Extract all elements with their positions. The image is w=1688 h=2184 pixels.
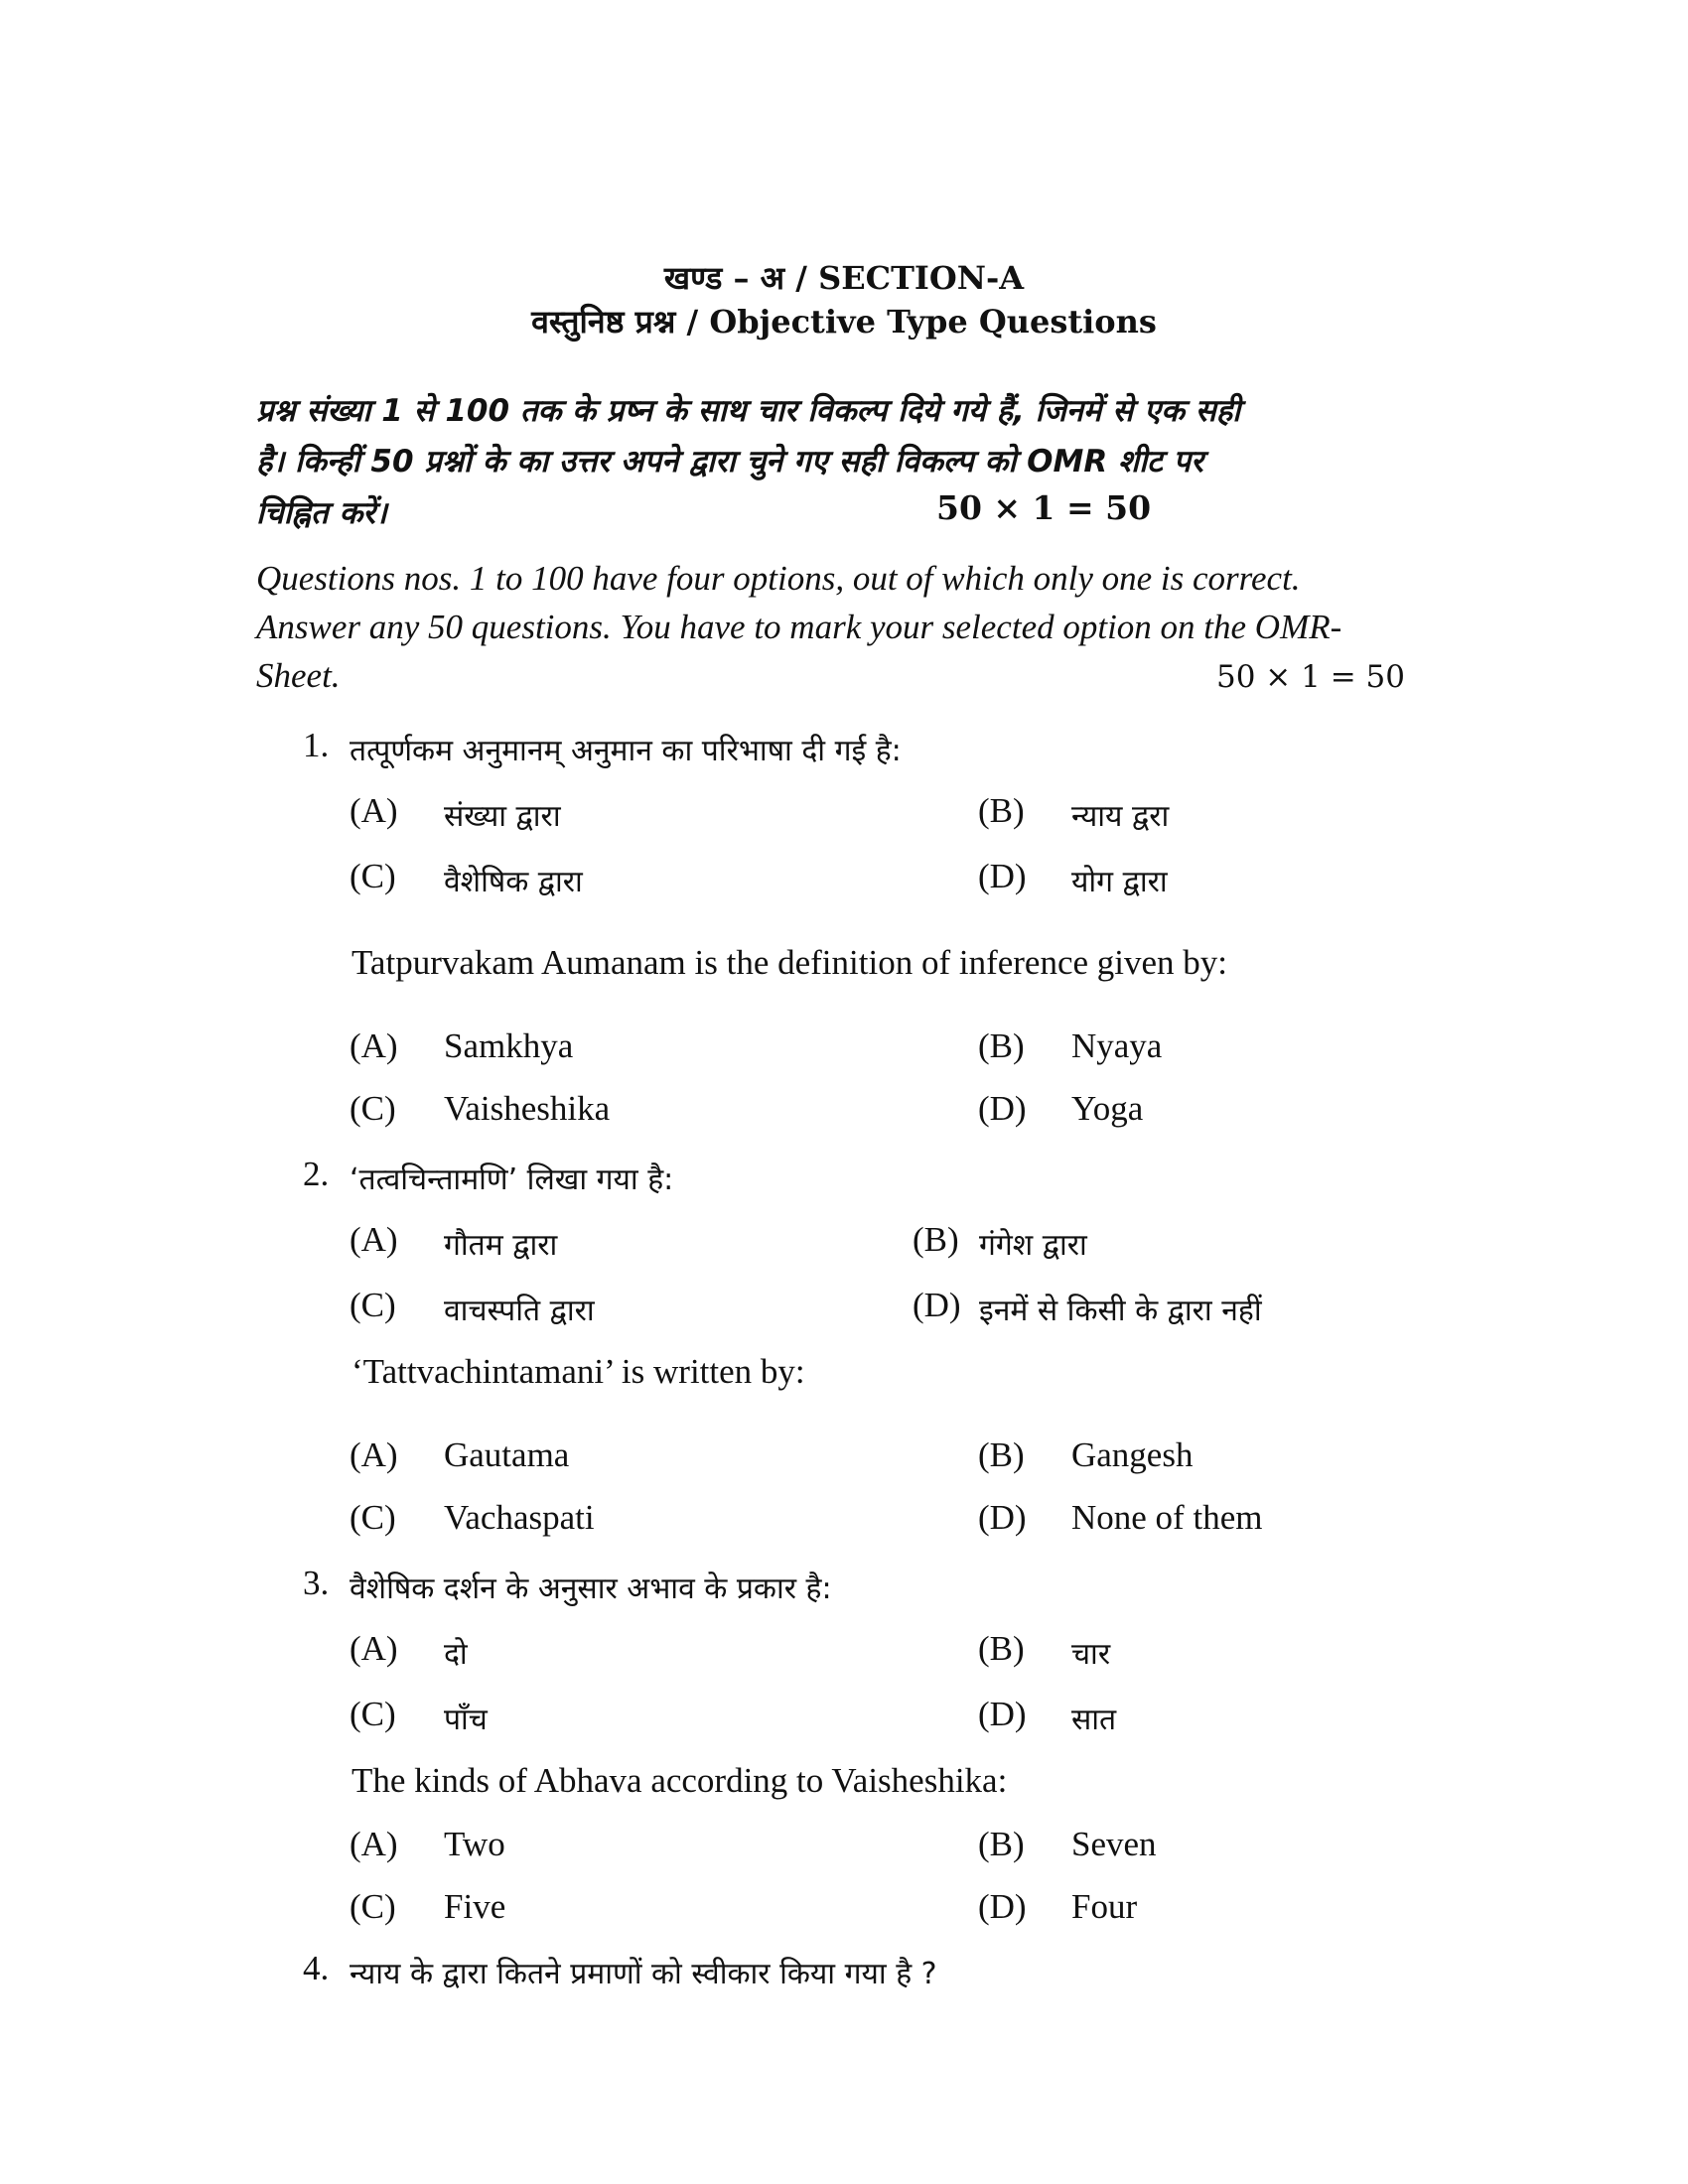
option-text-hindi: दो	[444, 1637, 468, 1672]
option-text-hindi: गौतम द्वारा	[444, 1228, 558, 1263]
option-label: (B)	[913, 1220, 959, 1259]
option-text-hindi: इनमें से किसी के द्वारा नहीं	[979, 1294, 1262, 1328]
question-text-hindi: तत्पूर्णकम अनुमानम् अनुमान का परिभाषा दी गई है:	[350, 734, 902, 768]
option-label: (C)	[350, 1286, 396, 1324]
option-label: (C)	[350, 1089, 396, 1128]
option-text-english: Vachaspati	[444, 1498, 595, 1537]
question-number: 3.	[303, 1564, 330, 1602]
option-label: (B)	[978, 1026, 1025, 1065]
option-label: (B)	[978, 1825, 1025, 1863]
option-text-english: Gautama	[444, 1435, 570, 1474]
option-text-english: Nyaya	[1071, 1026, 1163, 1065]
question-text-hindi: वैशेषिक दर्शन के अनुसार अभाव के प्रकार है:	[350, 1571, 832, 1606]
option-label: (A)	[350, 1220, 398, 1259]
instruction-english-line1: Questions nos. 1 to 100 have four options, out of which only one is correct.	[256, 559, 1301, 598]
option-label: (D)	[978, 857, 1027, 895]
option-text-hindi: सात	[1071, 1703, 1117, 1737]
question-text-hindi: ‘तत्वचिन्तामणि’ लिखा गया है:	[350, 1162, 674, 1197]
option-text-hindi: वैशेषिक द्वारा	[444, 865, 583, 899]
question-number: 4.	[303, 1949, 330, 1987]
option-label: (A)	[350, 1825, 398, 1863]
question-text-english: Tatpurvakam Aumanam is the definition of inference given by:	[352, 943, 1228, 982]
section-subtitle: वस्तुनिष्ठ प्रश्न / Objective Type Questions	[531, 303, 1157, 341]
question-number: 1.	[303, 726, 330, 764]
instruction-hindi-line1: प्रश्न संख्या 1 से 100 तक के प्रष्न के साथ चार विकल्प दिये गये हैं, जिनमें से एक सही	[256, 393, 1241, 429]
option-text-english: Four	[1071, 1887, 1138, 1926]
option-label: (C)	[350, 1498, 396, 1537]
option-label: (D)	[913, 1286, 961, 1324]
question-text-english: ‘Tattvachintamani’ is written by:	[352, 1352, 805, 1391]
option-text-hindi: वाचस्पति द्वारा	[444, 1294, 595, 1328]
question-text-english: The kinds of Abhava according to Vaisheshika:	[352, 1761, 1008, 1800]
option-text-english: Yoga	[1071, 1089, 1144, 1128]
instruction-hindi-marks: 50 × 1 = 50	[936, 488, 1152, 527]
option-label: (A)	[350, 1435, 398, 1474]
option-text-hindi: संख्या द्वारा	[444, 799, 561, 834]
option-label: (A)	[350, 791, 398, 830]
option-label: (C)	[350, 1887, 396, 1926]
option-text-english: Five	[444, 1887, 506, 1926]
instruction-hindi-line2: है। किन्हीं 50 प्रश्नों के का उत्तर अपने द्वारा चुने गए सही विकल्प को OMR शीट पर	[256, 444, 1203, 479]
option-text-english: None of them	[1071, 1498, 1263, 1537]
option-label: (C)	[350, 857, 396, 895]
option-text-hindi: न्याय द्वरा	[1071, 799, 1170, 834]
option-label: (D)	[978, 1089, 1027, 1128]
instruction-english-marks: 50 × 1 = 50	[1216, 659, 1405, 695]
option-label: (A)	[350, 1629, 398, 1668]
option-text-hindi: चार	[1071, 1637, 1111, 1672]
option-label: (D)	[978, 1695, 1027, 1733]
option-label: (A)	[350, 1026, 398, 1065]
option-text-hindi: पाँच	[444, 1703, 488, 1737]
instruction-hindi-line3: चिह्नित करें।	[256, 495, 387, 531]
section-title: खण्ड – अ / SECTION-A	[663, 259, 1025, 297]
option-label: (B)	[978, 1629, 1025, 1668]
option-label: (D)	[978, 1498, 1027, 1537]
option-text-english: Seven	[1071, 1825, 1157, 1863]
question-number: 2.	[303, 1155, 330, 1193]
option-label: (C)	[350, 1695, 396, 1733]
option-text-english: Two	[444, 1825, 505, 1863]
option-text-english: Vaisheshika	[444, 1089, 611, 1128]
option-text-hindi: गंगेश द्वारा	[979, 1228, 1087, 1263]
instruction-english-line2: Answer any 50 questions. You have to mark your selected option on the OMR-	[256, 608, 1342, 646]
option-label: (B)	[978, 1435, 1025, 1474]
question-text-hindi: न्याय के द्वारा कितने प्रमाणों को स्वीकार किया गया है ?	[350, 1957, 937, 1991]
option-text-english: Gangesh	[1071, 1435, 1194, 1474]
instruction-english-line3: Sheet.	[256, 656, 341, 695]
option-label: (B)	[978, 791, 1025, 830]
option-text-english: Samkhya	[444, 1026, 574, 1065]
option-text-hindi: योग द्वारा	[1071, 865, 1168, 899]
option-label: (D)	[978, 1887, 1027, 1926]
